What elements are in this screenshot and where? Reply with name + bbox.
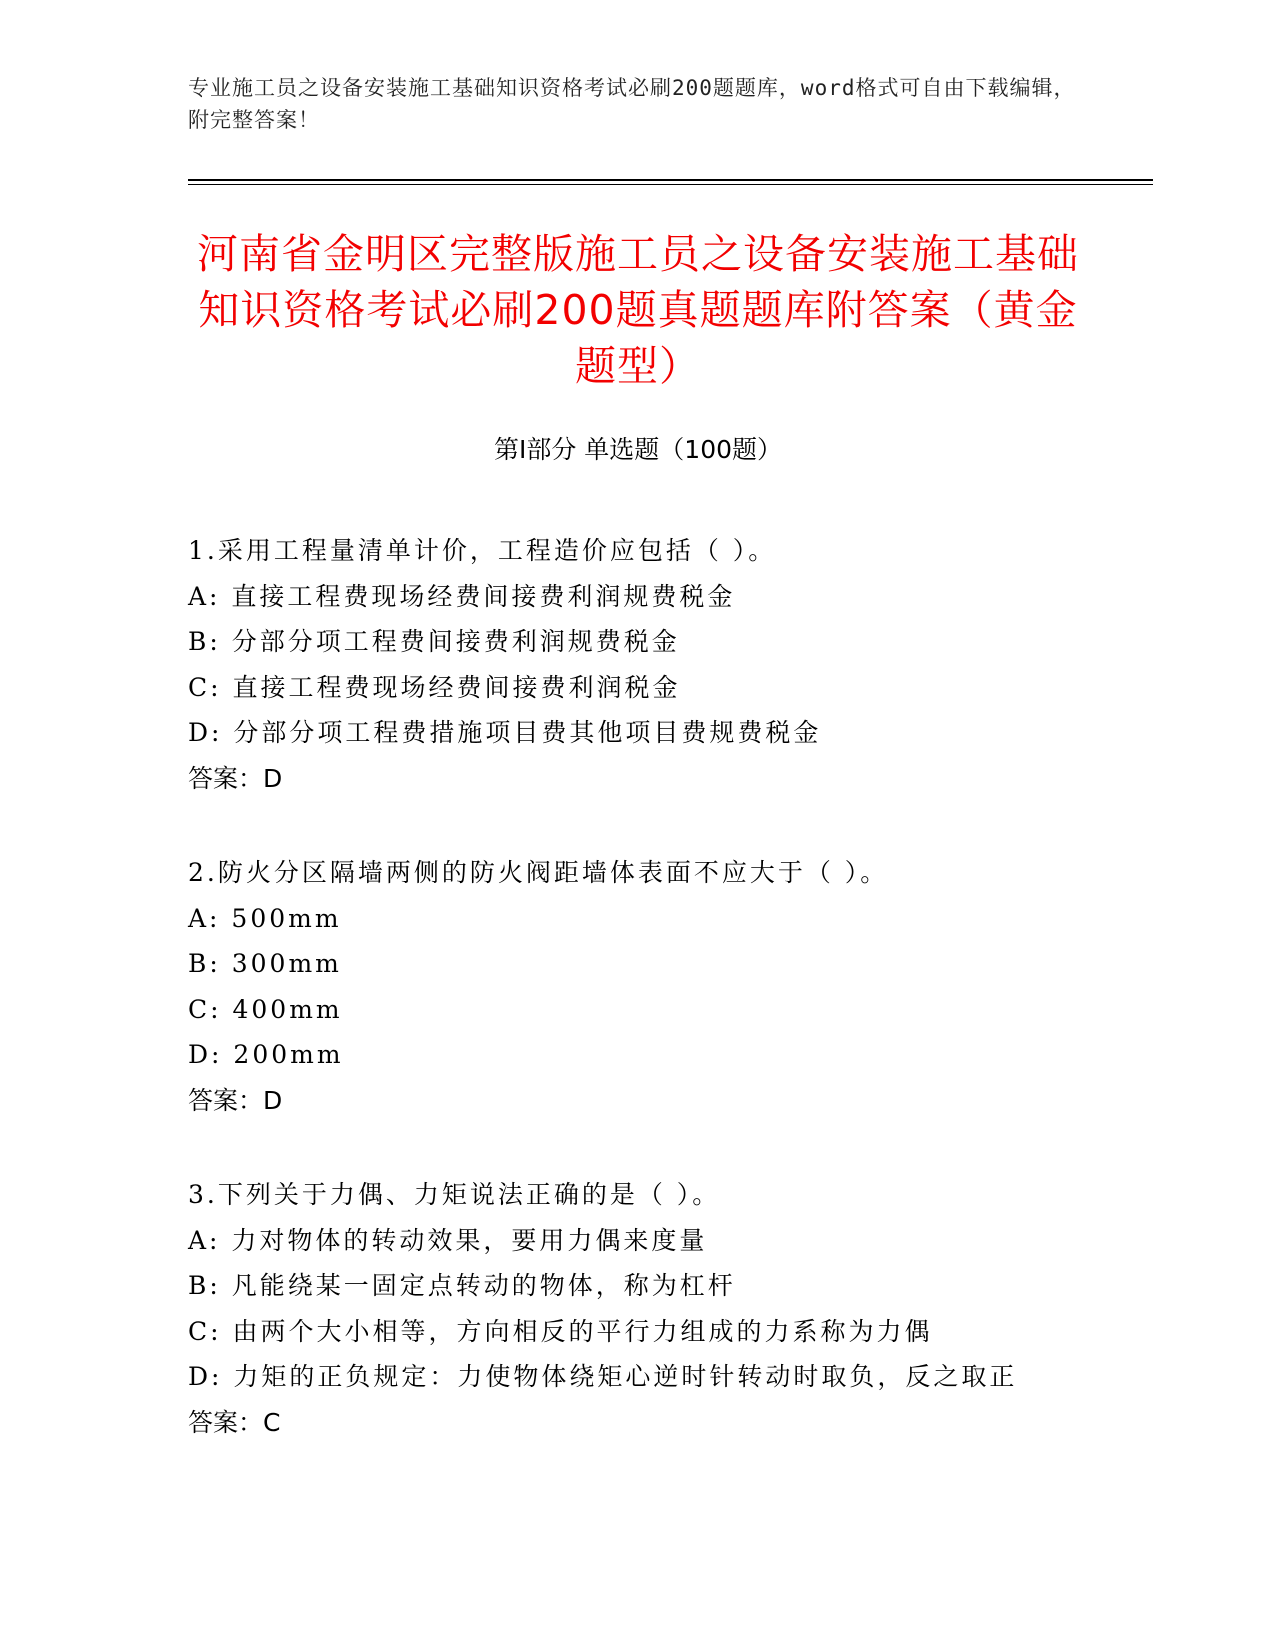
option-c: C: 400mm xyxy=(188,994,343,1024)
option-d: D: 200mm xyxy=(188,1040,344,1069)
document-title: 河南省金明区完整版施工员之设备安装施工基础知识资格考试必刷200题真题题库附答案（黄金题型） xyxy=(197,230,1079,390)
header-note: 专业施工员之设备安装施工基础知识资格考试必刷200题题库，word格式可自由下载编辑，附完整答案！ xyxy=(188,76,1076,132)
header-rule-thin xyxy=(188,184,1153,185)
header-rule-thick xyxy=(188,179,1153,181)
option-d: D: 力矩的正负规定：力使物体绕矩心逆时针转动时取负，反之取正 xyxy=(188,1362,1018,1391)
option-b: B: 分部分项工程费间接费利润规费税金 xyxy=(188,627,680,656)
section-heading: 第Ⅰ部分 单选题（100题） xyxy=(493,435,783,464)
question-1 xyxy=(188,528,1108,801)
option-c: C: 直接工程费现场经费间接费利润税金 xyxy=(188,672,681,702)
option-b: B: 300mm xyxy=(188,949,342,978)
answer: 答案：D xyxy=(188,763,283,793)
option-a: A: 力对物体的转动效果，要用力偶来度量 xyxy=(188,1225,708,1255)
answer: 答案：C xyxy=(188,1407,281,1437)
question-2 xyxy=(188,850,1108,1123)
answer: 答案：D xyxy=(188,1085,283,1115)
question-stem: 1.采用工程量清单计价，工程造价应包括（ ）。 xyxy=(188,536,777,565)
question-3 xyxy=(188,1172,1108,1445)
option-a: A: 直接工程费现场经费间接费利润规费税金 xyxy=(188,581,736,611)
option-b: B: 凡能绕某一固定点转动的物体，称为杠杆 xyxy=(188,1271,736,1300)
option-c: C: 由两个大小相等，方向相反的平行力组成的力系称为力偶 xyxy=(188,1316,933,1346)
question-stem: 3.下列关于力偶、力矩说法正确的是（ ）。 xyxy=(188,1180,721,1209)
option-a: A: 500mm xyxy=(188,903,342,933)
question-list xyxy=(188,528,1108,1494)
option-d: D: 分部分项工程费措施项目费其他项目费规费税金 xyxy=(188,718,822,747)
question-stem: 2.防火分区隔墙两侧的防火阀距墙体表面不应大于（ ）。 xyxy=(188,858,889,887)
